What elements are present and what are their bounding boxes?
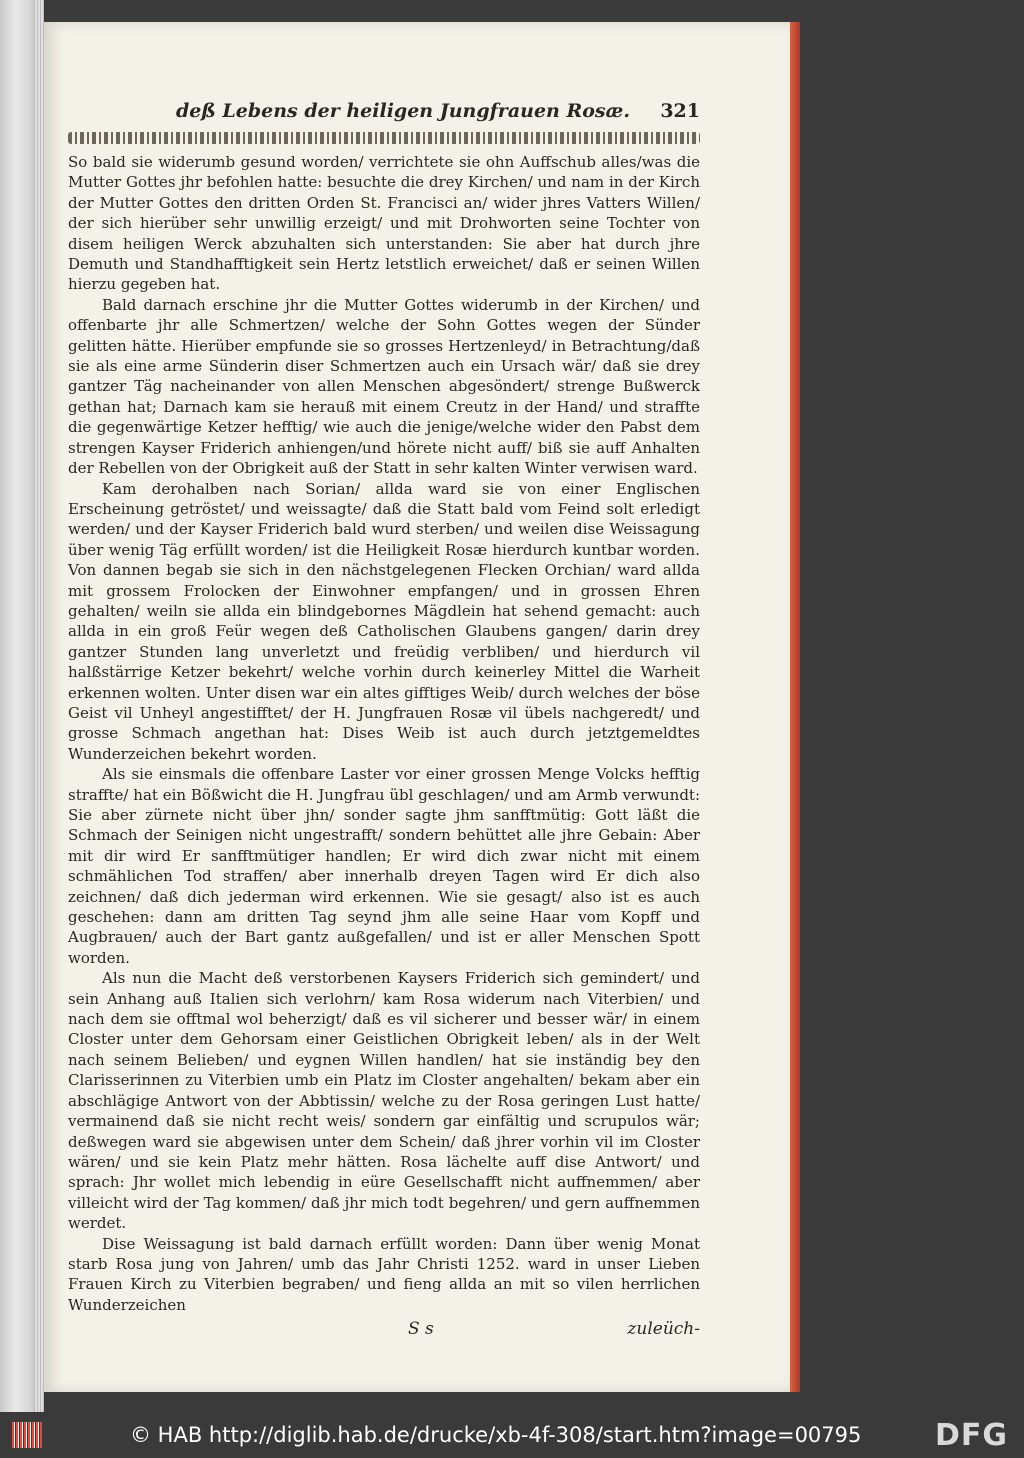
source-credit-link[interactable]: © HAB http://diglib.hab.de/drucke/xb-4f-308/start.htm?image=00795 bbox=[130, 1423, 862, 1447]
book-left-edge bbox=[0, 0, 44, 1412]
paragraph-2: Bald darnach erschine jhr die Mutter Gottes widerumb in der Kirchen/ und offenbarte jhr alle Schmertzen/ welche der Sohn Gottes wegen der Sünder gelitten hätte. Hierüber empfunde sie so grosses Hertzenleyd/ in Betrachtung/daß sie als eine arme Sünderin diser Schmertzen auch ein Ursach wär/ daß sie drey gantzer Täg nacheinander von allen Menschen abgesöndert/ strenge Bußwerck gethan hat; Darnach kam sie herauß mit einem Creutz in der Hand/ und straffte die gegenwärtige Ketzer hefftig/ wie auch die jenige/welche wider den Pabst dem strengen Kayser Friderich anhiengen/und hörete nicht auff/ biß sie auff Anhalten der Rebellen von der Obrigkeit auß der Statt in sehr kalten Winter verwisen ward. bbox=[68, 295, 700, 478]
barcode-logo-icon bbox=[12, 1422, 42, 1448]
body-text bbox=[68, 152, 700, 1315]
running-title: deß Lebens der heiligen Jungfrauen Rosæ. bbox=[176, 100, 630, 122]
page-number: 321 bbox=[660, 100, 700, 122]
page-content bbox=[68, 100, 700, 1343]
paragraph-3: Kam derohalben nach Sorian/ allda ward sie von einer Englischen Erscheinung getröstet/ und weissagte/ daß die Statt bald vom Feind solt erledigt werden/ und der Kayser Friderich bald wurd sterben/ und weilen dise Weissagung über wenig Täg erfüllt worden/ ist die Heiligkeit Rosæ hierdurch kuntbar worden. Von dannen begab sie sich in den nächstgelegenen Flecken Orchian/ ward allda mit grossem Frolocken der Einwohner empfangen/ und in grossen Ehren gehalten/ weiln sie allda ein blindgebornes Mägdlein hat sehend gemacht: auch allda in ein groß Feür wegen deß Catholischen Glaubens gangen/ darin drey gantzer Stunden lang unverletzt und freüdig verbliben/ und hierdurch vil halßstärrige Ketzer bekehrt/ welche vorhin durch keinerley Mittel die Warheit erkennen wolten. Unter disen war ein altes gifftiges Weib/ durch welches der böse Geist vil Unheyl angestifftet/ der H. Jungfrauen Rosæ vil übels nachgeredt/ und grosse Schmach angethan hat: Dises Weib ist auch durch jetztgemeldtes Wunderzeichen bekehrt worden. bbox=[68, 479, 700, 763]
page-stack bbox=[34, 0, 44, 1412]
paragraph-6: Dise Weissagung ist bald darnach erfüllt worden: Dann über wenig Monat starb Rosa jung von Jahren/ umb das Jahr Christi 1252. ward in unser Lieben Frauen Kirch zu Viterbien begraben/ und fieng allda an mit so vilen herrlichen Wunderzeichen bbox=[68, 1234, 700, 1314]
ornament-rule bbox=[68, 132, 700, 144]
page-bottom-line bbox=[68, 1319, 700, 1343]
signature-mark: S s bbox=[408, 1319, 434, 1340]
paragraph-1: So bald sie widerumb gesund worden/ verrichtete sie ohn Auffschub alles/was die Mutter Gottes jhr befohlen hatte: besuchte die drey Kirchen/ und nam in der Kirch der Mutter Gottes den dritten Orden St. Francisci an/ wider jhres Vatters Willen/ der sich hierüber sehr unwillig erzeigt/ und mit Drohworten seine Tochter von disem heiligen Werck abzuhalten sich unterstanden: Sie aber hat durch jhre Demuth und Standhafftigkeit sein Hertz letstlich erweichet/ daß er seinen Willen hierzu gegeben hat. bbox=[68, 153, 700, 294]
viewer-footer bbox=[0, 1412, 1024, 1458]
paragraph-4: Als sie einsmals die offenbare Laster vor einer grossen Menge Volcks hefftig straffte/ hat ein Bößwicht die H. Jungfrau übl geschlagen/ und am Armb verwundt: Sie aber zürnete nicht über jhn/ sonder sagte jhm sanfftmütig: Gott läßt die Schmach der Seinigen nicht ungestrafft/ sondern behüttet alle jhre Gebain: Aber mit dir wird Er sanfftmütiger handlen; Er wird dich zwar nicht mit einem schmählichen Tod straffen/ aber innerhalb dreyen Tagen wird Er dich also zeichnen/ daß dich jederman wird erkennen. Wie sie gesagt/ also ist es auch geschehen: dann am dritten Tag seynd jhm alle seine Haar vom Kopff und Augbrauen/ auch der Bart gantz außgefallen/ und ist er aller Menschen Spott worden. bbox=[68, 765, 700, 967]
page-header bbox=[68, 100, 700, 132]
red-page-edge bbox=[790, 22, 800, 1392]
paragraph-5: Als nun die Macht deß verstorbenen Kaysers Friderich sich gemindert/ und sein Anhang auß Italien sich verlohrn/ kam Rosa widerum nach Viterbien/ und nach dem sie offtmal wol beherzigt/ daß es vil sicherer und besser wär/ in einem Closter unter dem Gehorsam einer Geistlichen Obrigkeit leben/ als in der Welt nach seinem Belieben/ und eygnen Willen handlen/ hat sie inständig bey den Clarisserinnen zu Viterbien umb ein Platz im Closter angehalten/ bekam aber ein abschlägige Antwort von der Abbtissin/ welche zu der Rosa geringen Lust hatte/ vermainend daß sie nicht recht weis/ sondern gar einfältig und scrupulos wär; deßwegen ward sie abgewisen unter dem Schein/ daß jhrer vorhin vil im Closter wären/ und sie kein Platz mehr hätten. Rosa lächelte auff dise Antwort/ und sprach: Jhr wollet mich lebendig in eüre Gesellschafft nicht auffnemmen/ aber villeicht wird der Tag kommen/ daß jhr mich todt begehren/ und gern auffnemmen werdet. bbox=[68, 969, 700, 1233]
dfg-logo: DFG bbox=[934, 1418, 1008, 1453]
catchword: zuleüch- bbox=[627, 1319, 700, 1340]
